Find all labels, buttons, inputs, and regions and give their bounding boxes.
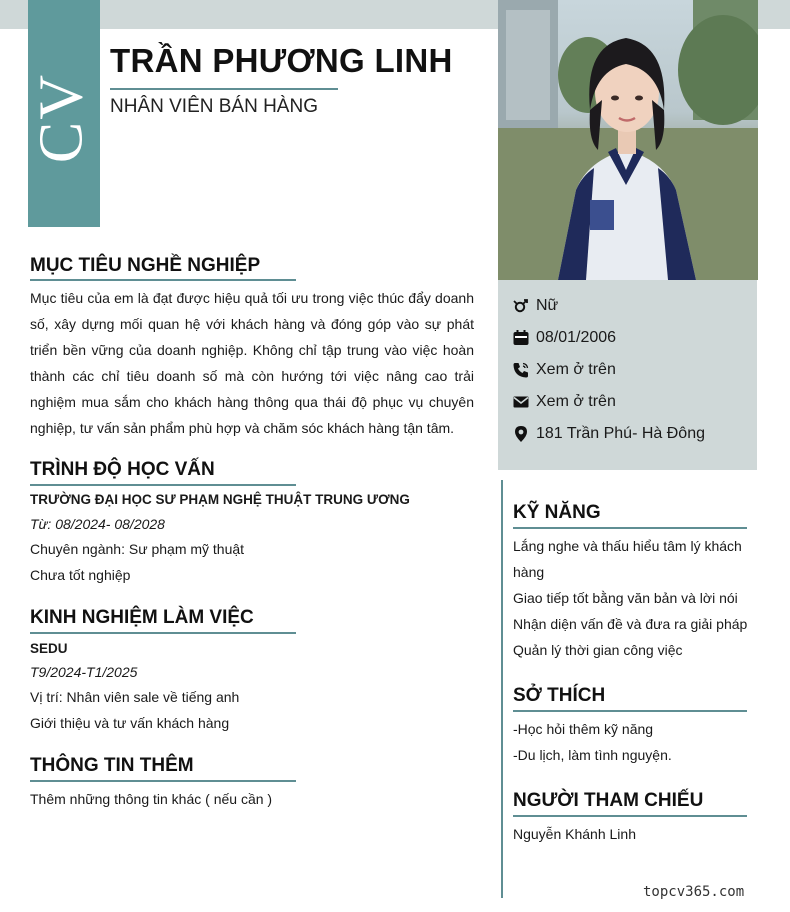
- experience-description: Giới thiệu và tư vấn khách hàng: [30, 715, 230, 731]
- profile-photo: [498, 0, 758, 280]
- skill-item: Nhận diện vấn đề và đưa ra giải pháp: [513, 616, 748, 632]
- gender-value: Nữ: [536, 297, 559, 314]
- references-underline: [513, 815, 747, 817]
- contact-email: [512, 390, 616, 414]
- references-title: NGƯỜI THAM CHIẾU: [513, 790, 704, 811]
- phone-value: Xem ở trên: [536, 361, 616, 378]
- experience-title: KINH NGHIỆM LÀM VIỆC: [30, 607, 254, 628]
- skill-item: Quản lý thời gian công việc: [513, 642, 683, 658]
- experience-period: T9/2024-T1/2025: [30, 664, 138, 680]
- hobbies-underline: [513, 710, 747, 712]
- birthday-value: 08/01/2006: [536, 329, 617, 346]
- address-value: 181 Trần Phú- Hà Đông: [536, 425, 705, 442]
- skill-item: hàng: [513, 564, 545, 580]
- extra-text: Thêm những thông tin khác ( nếu cần ): [30, 791, 273, 807]
- column-divider: [501, 480, 503, 898]
- education-title: TRÌNH ĐỘ HỌC VẤN: [30, 459, 215, 480]
- objective-text: Mục tiêu của em là đạt được hiệu quả tối ưu trong việc thúc đẩy doanh số, xây dựng mối quan hệ với khách hàng và đóng góp vào sự phát triển bền vững của doanh nghiệp. Không chỉ tập trung vào việc hoàn thành các chỉ tiêu doanh số mà còn hướng tới việc nâng cao trải nghiệm mua sắm cho khách hàng thông qua thái độ phục vụ chuyên nghiệp, tư vấn sản phẩm phù hợp và chăm sóc khách hàng tận tâm.: [30, 290, 474, 436]
- reference-item: Nguyễn Khánh Linh: [513, 826, 636, 842]
- skill-item: Giao tiếp tốt bằng văn bản và lời nói: [513, 590, 738, 606]
- hobbies-title: SỞ THÍCH: [513, 685, 606, 706]
- gender-icon: [512, 297, 530, 315]
- experience-position: Vị trí: Nhân viên sale về tiếng anh: [30, 689, 240, 705]
- calendar-icon: [512, 329, 530, 347]
- email-value: Xem ở trên: [536, 393, 616, 410]
- watermark: topcv365.com: [643, 884, 745, 900]
- cv-label: CV: [27, 72, 96, 164]
- education-underline: [30, 484, 296, 486]
- candidate-name: TRẦN PHƯƠNG LINH: [110, 42, 453, 79]
- contact-gender: [512, 294, 558, 318]
- job-title: NHÂN VIÊN BÁN HÀNG: [110, 96, 318, 117]
- education-major: Chuyên ngành: Sư phạm mỹ thuật: [30, 541, 245, 557]
- mail-icon: [512, 393, 530, 411]
- name-underline: [110, 88, 338, 90]
- skill-item: Lắng nghe và thấu hiểu tâm lý khách: [513, 538, 742, 554]
- extra-underline: [30, 780, 296, 782]
- contact-address: [512, 422, 705, 446]
- experience-underline: [30, 632, 296, 634]
- education-status: Chưa tốt nghiệp: [30, 567, 131, 583]
- contact-phone: [512, 358, 616, 382]
- profile-photo-illustration: [498, 0, 758, 280]
- hobby-item: -Du lịch, làm tình nguyện.: [513, 747, 672, 763]
- hobby-item: -Học hỏi thêm kỹ năng: [513, 721, 654, 737]
- education-period: Từ: 08/2024- 08/2028: [30, 516, 165, 532]
- skills-title: KỸ NĂNG: [513, 502, 601, 523]
- experience-company: SEDU: [30, 641, 68, 656]
- skills-underline: [513, 527, 747, 529]
- contact-panel: [498, 280, 757, 470]
- phone-icon: [512, 361, 530, 379]
- objective-underline: [30, 279, 296, 281]
- education-school: TRƯỜNG ĐẠI HỌC SƯ PHẠM NGHỆ THUẬT TRUNG ƯƠNG: [30, 492, 410, 507]
- contact-birthday: [512, 326, 616, 350]
- location-pin-icon: [512, 425, 530, 443]
- objective-title: MỤC TIÊU NGHỀ NGHIỆP: [30, 255, 261, 276]
- extra-title: THÔNG TIN THÊM: [30, 755, 194, 776]
